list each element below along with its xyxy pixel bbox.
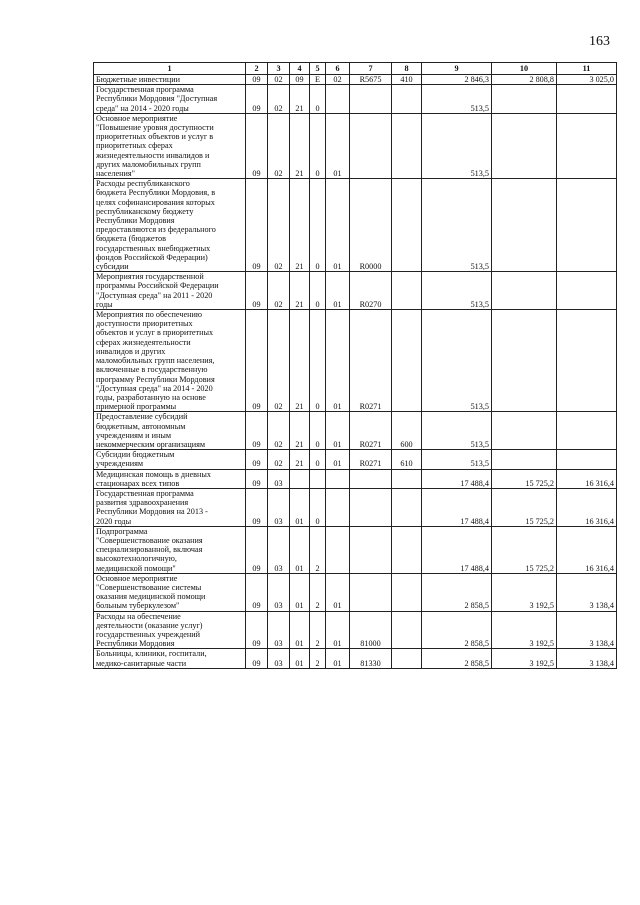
code-cell: 02 — [268, 85, 290, 114]
table-row — [94, 85, 617, 114]
table-row — [94, 412, 617, 450]
amount-cell: 17 488,4 — [422, 469, 492, 488]
row-name-cell: Государственная программа Республики Мордовия "Доступная среда" на 2014 - 2020 годы — [94, 85, 246, 114]
amount-cell: 16 316,4 — [557, 469, 617, 488]
code-cell: 600 — [392, 412, 422, 450]
amount-cell: 2 858,5 — [422, 573, 492, 611]
row-name-cell: Государственная программа развития здравоохранения Республики Мордовия на 2013 - 2020 годы — [94, 488, 246, 526]
amount-cell: 513,5 — [422, 272, 492, 310]
code-cell — [290, 469, 310, 488]
code-cell: 09 — [246, 412, 268, 450]
code-cell — [392, 179, 422, 272]
code-cell: 0 — [310, 179, 326, 272]
code-cell: 02 — [268, 450, 290, 469]
code-cell: 01 — [326, 272, 350, 310]
amount-cell — [492, 113, 557, 178]
code-cell: 03 — [268, 469, 290, 488]
code-cell: 0 — [310, 85, 326, 114]
code-cell: 21 — [290, 179, 310, 272]
code-cell: 09 — [246, 611, 268, 649]
amount-cell: 3 138,4 — [557, 573, 617, 611]
code-cell: R0270 — [350, 272, 392, 310]
row-name-cell: Мероприятия государственной программы Российской Федерации "Доступная среда" на 2011 - 2020 годы — [94, 272, 246, 310]
code-cell: 01 — [290, 611, 310, 649]
amount-cell: 3 192,5 — [492, 573, 557, 611]
code-cell: 02 — [326, 75, 350, 85]
code-cell: 81330 — [350, 649, 392, 668]
amount-cell: 3 192,5 — [492, 649, 557, 668]
row-name-cell: Мероприятия по обеспечению доступности приоритетных объектов и услуг в приоритетных сферах жизнедеятельности инвалидов и других маломобильных групп населения, включенные в государственную программу Республики Мордовия "Доступная среда" на 2014 - 2020 годы, разработанную на основе примерной программы — [94, 310, 246, 412]
code-cell: 01 — [326, 179, 350, 272]
amount-cell: 16 316,4 — [557, 526, 617, 573]
table-row — [94, 649, 617, 668]
code-cell — [392, 649, 422, 668]
code-cell: 09 — [246, 310, 268, 412]
table-row — [94, 573, 617, 611]
code-cell: 2 — [310, 611, 326, 649]
code-cell: 0 — [310, 412, 326, 450]
code-cell — [392, 573, 422, 611]
code-cell — [392, 488, 422, 526]
code-cell: 21 — [290, 85, 310, 114]
row-name-cell: Расходы на обеспечение деятельности (оказание услуг) государственных учреждений Республики Мордовия — [94, 611, 246, 649]
row-name-cell: Медицинская помощь в дневных стационарах всех типов — [94, 469, 246, 488]
amount-cell — [492, 179, 557, 272]
amount-cell: 15 725,2 — [492, 488, 557, 526]
amount-cell — [557, 450, 617, 469]
code-cell: 21 — [290, 272, 310, 310]
code-cell: 09 — [246, 179, 268, 272]
amount-cell — [557, 412, 617, 450]
code-cell: 21 — [290, 310, 310, 412]
column-header: 1 — [94, 63, 246, 75]
row-name-cell: Субсидии бюджетным учреждениям — [94, 450, 246, 469]
code-cell: 01 — [326, 412, 350, 450]
code-cell: 09 — [246, 272, 268, 310]
code-cell — [392, 611, 422, 649]
code-cell: R5675 — [350, 75, 392, 85]
code-cell: 01 — [326, 573, 350, 611]
code-cell: 01 — [326, 611, 350, 649]
code-cell — [392, 526, 422, 573]
code-cell: 0 — [310, 450, 326, 469]
amount-cell — [492, 310, 557, 412]
amount-cell — [557, 179, 617, 272]
code-cell — [350, 469, 392, 488]
code-cell — [392, 272, 422, 310]
code-cell: 21 — [290, 412, 310, 450]
amount-cell — [557, 310, 617, 412]
table-header-row — [94, 63, 617, 75]
amount-cell — [492, 412, 557, 450]
amount-cell: 15 725,2 — [492, 526, 557, 573]
row-name-cell: Предоставление субсидий бюджетным, автономным учреждениям и иным некоммерческим организациям — [94, 412, 246, 450]
table-row — [94, 469, 617, 488]
code-cell: 81000 — [350, 611, 392, 649]
row-name-cell: Основное мероприятие "Повышение уровня доступности приоритетных объектов и услуг в приоритетных сферах жизнедеятельности инвалидов и других маломобильных групп населения" — [94, 113, 246, 178]
code-cell — [326, 488, 350, 526]
code-cell — [392, 85, 422, 114]
column-header: 7 — [350, 63, 392, 75]
amount-cell: 15 725,2 — [492, 469, 557, 488]
code-cell — [350, 526, 392, 573]
amount-cell — [557, 85, 617, 114]
code-cell — [350, 113, 392, 178]
code-cell: 09 — [246, 85, 268, 114]
code-cell: 21 — [290, 450, 310, 469]
code-cell: 01 — [326, 649, 350, 668]
amount-cell: 2 846,3 — [422, 75, 492, 85]
code-cell — [310, 469, 326, 488]
column-header: 4 — [290, 63, 310, 75]
table-row — [94, 113, 617, 178]
code-cell: 01 — [326, 310, 350, 412]
amount-cell: 2 808,8 — [492, 75, 557, 85]
column-header: 5 — [310, 63, 326, 75]
code-cell: 09 — [246, 649, 268, 668]
table-row — [94, 611, 617, 649]
amount-cell: 17 488,4 — [422, 526, 492, 573]
amount-cell — [492, 272, 557, 310]
amount-cell — [557, 272, 617, 310]
code-cell: 0 — [310, 488, 326, 526]
column-header: 9 — [422, 63, 492, 75]
column-header: 11 — [557, 63, 617, 75]
code-cell: R0271 — [350, 412, 392, 450]
code-cell: 01 — [290, 526, 310, 573]
amount-cell: 3 192,5 — [492, 611, 557, 649]
table-row — [94, 75, 617, 85]
amount-cell: 513,5 — [422, 85, 492, 114]
page-number: 163 — [589, 34, 610, 49]
code-cell — [392, 310, 422, 412]
code-cell: 09 — [246, 113, 268, 178]
amount-cell: 2 858,5 — [422, 611, 492, 649]
amount-cell: 17 488,4 — [422, 488, 492, 526]
code-cell: 02 — [268, 412, 290, 450]
code-cell: R0271 — [350, 450, 392, 469]
code-cell: 2 — [310, 649, 326, 668]
table-row — [94, 526, 617, 573]
amount-cell: 16 316,4 — [557, 488, 617, 526]
column-header: 10 — [492, 63, 557, 75]
code-cell: 01 — [290, 573, 310, 611]
code-cell: 0 — [310, 310, 326, 412]
row-name-cell: Расходы республиканского бюджета Республики Мордовия, в целях софинансирования которых республиканскому бюджету Республики Мордовия предоставляются из федерального бюджета (бюджетов государственных внебюджетных фондов Российской Федерации) субсидии — [94, 179, 246, 272]
code-cell — [326, 526, 350, 573]
code-cell: 02 — [268, 272, 290, 310]
column-header: 2 — [246, 63, 268, 75]
code-cell: 0 — [310, 272, 326, 310]
code-cell: 610 — [392, 450, 422, 469]
code-cell: 09 — [246, 488, 268, 526]
amount-cell — [557, 113, 617, 178]
amount-cell: 3 138,4 — [557, 649, 617, 668]
code-cell: 03 — [268, 649, 290, 668]
code-cell: 2 — [310, 573, 326, 611]
code-cell: 03 — [268, 488, 290, 526]
row-name-cell: Подпрограмма "Совершенствование оказания специализированной, включая высокотехнологичную, медицинской помощи" — [94, 526, 246, 573]
code-cell — [350, 488, 392, 526]
code-cell: R0000 — [350, 179, 392, 272]
column-header: 6 — [326, 63, 350, 75]
code-cell: 03 — [268, 611, 290, 649]
amount-cell: 513,5 — [422, 412, 492, 450]
amount-cell — [492, 85, 557, 114]
code-cell: 02 — [268, 179, 290, 272]
table-row — [94, 450, 617, 469]
code-cell: 02 — [268, 113, 290, 178]
amount-cell — [492, 450, 557, 469]
code-cell: 02 — [268, 310, 290, 412]
table-row — [94, 272, 617, 310]
code-cell: 410 — [392, 75, 422, 85]
amount-cell: 513,5 — [422, 113, 492, 178]
amount-cell: 3 138,4 — [557, 611, 617, 649]
code-cell: 0 — [310, 113, 326, 178]
code-cell: 09 — [246, 526, 268, 573]
column-header: 8 — [392, 63, 422, 75]
amount-cell: 2 858,5 — [422, 649, 492, 668]
budget-table — [93, 62, 617, 669]
table-row — [94, 179, 617, 272]
code-cell: 09 — [246, 573, 268, 611]
code-cell — [326, 85, 350, 114]
code-cell: 01 — [290, 488, 310, 526]
table-row — [94, 310, 617, 412]
code-cell: 09 — [246, 75, 268, 85]
code-cell — [326, 469, 350, 488]
column-header: 3 — [268, 63, 290, 75]
code-cell — [350, 573, 392, 611]
code-cell: 01 — [326, 113, 350, 178]
code-cell: 09 — [290, 75, 310, 85]
code-cell — [350, 85, 392, 114]
code-cell: 01 — [326, 450, 350, 469]
code-cell: 01 — [290, 649, 310, 668]
row-name-cell: Больницы, клиники, госпитали, медико-санитарные части — [94, 649, 246, 668]
code-cell: 02 — [268, 75, 290, 85]
code-cell — [392, 469, 422, 488]
amount-cell: 3 025,0 — [557, 75, 617, 85]
code-cell: 09 — [246, 469, 268, 488]
code-cell: Е — [310, 75, 326, 85]
row-name-cell: Основное мероприятие "Совершенствование системы оказания медицинской помощи больным туберкулезом" — [94, 573, 246, 611]
amount-cell: 513,5 — [422, 179, 492, 272]
code-cell — [392, 113, 422, 178]
amount-cell: 513,5 — [422, 310, 492, 412]
code-cell: 03 — [268, 573, 290, 611]
code-cell: 09 — [246, 450, 268, 469]
code-cell: 2 — [310, 526, 326, 573]
table-row — [94, 488, 617, 526]
row-name-cell: Бюджетные инвестиции — [94, 75, 246, 85]
code-cell: 03 — [268, 526, 290, 573]
code-cell: 21 — [290, 113, 310, 178]
amount-cell: 513,5 — [422, 450, 492, 469]
code-cell: R0271 — [350, 310, 392, 412]
